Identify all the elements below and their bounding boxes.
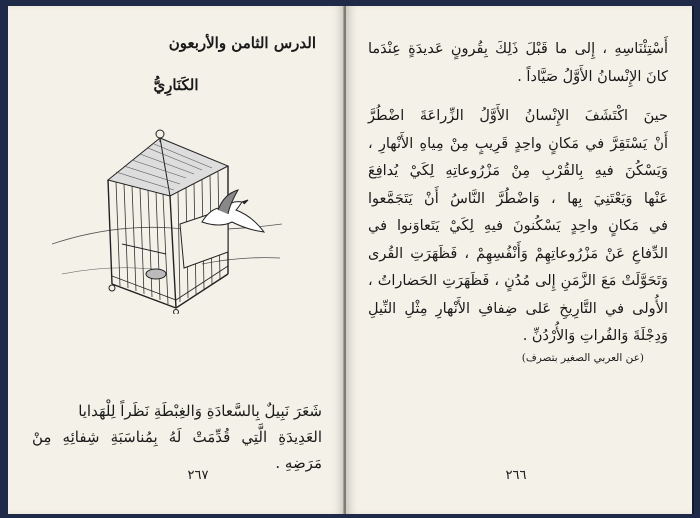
lesson-subtitle: الكَنَارِيُّ bbox=[153, 76, 199, 94]
text-line: كانَ الإِنْسانُ الأَوَّلُ صَيَّاداً . bbox=[517, 68, 668, 85]
text-line: وَيَسْكُنَ فيهِ بِالقُرْبِ مِنْ مَزْرُوعاتِهِ لِكَيْ يُدافِعَ bbox=[368, 163, 668, 179]
birdcage-with-canary-icon bbox=[52, 124, 282, 314]
text-line: أَنْ يَسْتَقِرَّ في مَكانٍ واحِدٍ قَرِيبٍ مِنْ مِياهِ الأَنْهارِ ، bbox=[368, 135, 668, 152]
lesson-caption bbox=[32, 398, 322, 476]
text-line: وَدِجْلَةَ وَالفُراتِ وَالأُرْدُنِّ . bbox=[522, 328, 668, 344]
text-line: الدِّفاعِ عَنْ مَزْرُوعاتِهِمْ وَأَنْفُسِهِمْ ، فَظَهَرَتِ القُرى bbox=[368, 245, 668, 262]
text-line: أَسْتِئْنَاسِهِ ، إِلى ما قَبْلَ ذَلِكَ بِقُرونٍ عَديدَةٍ عِنْدَما bbox=[368, 41, 668, 57]
text-line: وَتَحَوَّلَتْ مَعَ الزَّمَنِ إِلى مُدُنٍ ، فَظَهَرَتِ الحَضاراتُ ، bbox=[368, 273, 668, 289]
caption-line: العَدِيدَةِ الَّتِي قُدِّمَتْ لَهُ بِمُناسَبَةِ شِفائِهِ مِنْ مَرَضِهِ . bbox=[32, 428, 322, 472]
paragraph bbox=[368, 36, 668, 91]
page-number: ٢٦٦ bbox=[505, 468, 527, 483]
text-line: الأُولى في التَّارِيخِ عَلى ضِفافِ الأَنْهارِ مِثْلِ النِّيلِ bbox=[368, 300, 668, 317]
body-text bbox=[368, 36, 668, 351]
text-line: عَنْها وَيَعْتَنِيَ بِها ، وَاضْطُرَّ النَّاسُ أَنْ يَتَجَمَّعوا bbox=[368, 190, 668, 207]
book-spread bbox=[8, 6, 694, 514]
paragraph bbox=[368, 103, 668, 351]
source-citation: (عن العربي الصغير بتصرف) bbox=[521, 352, 644, 364]
right-page bbox=[346, 6, 692, 514]
left-page bbox=[8, 6, 344, 514]
caption-line: شَعَرَ نَبِيلٌ بِالسَّعادَةِ وَالغِبْطَةِ نَظَراً لِلْهَدايا bbox=[78, 402, 322, 420]
text-line: في مَكانٍ واحِدٍ يَسْكُنونَ فيهِ لِكَيْ يَتَعاوَنوا في bbox=[368, 218, 668, 234]
lesson-title: الدرس الثامن والأربعون bbox=[168, 34, 316, 52]
page-number: ٢٦٧ bbox=[187, 468, 209, 483]
text-line: حينَ اكْتَشَفَ الإِنْسانُ الأَوَّلُ الزِّراعَةَ اضْطُرَّ bbox=[368, 108, 668, 124]
